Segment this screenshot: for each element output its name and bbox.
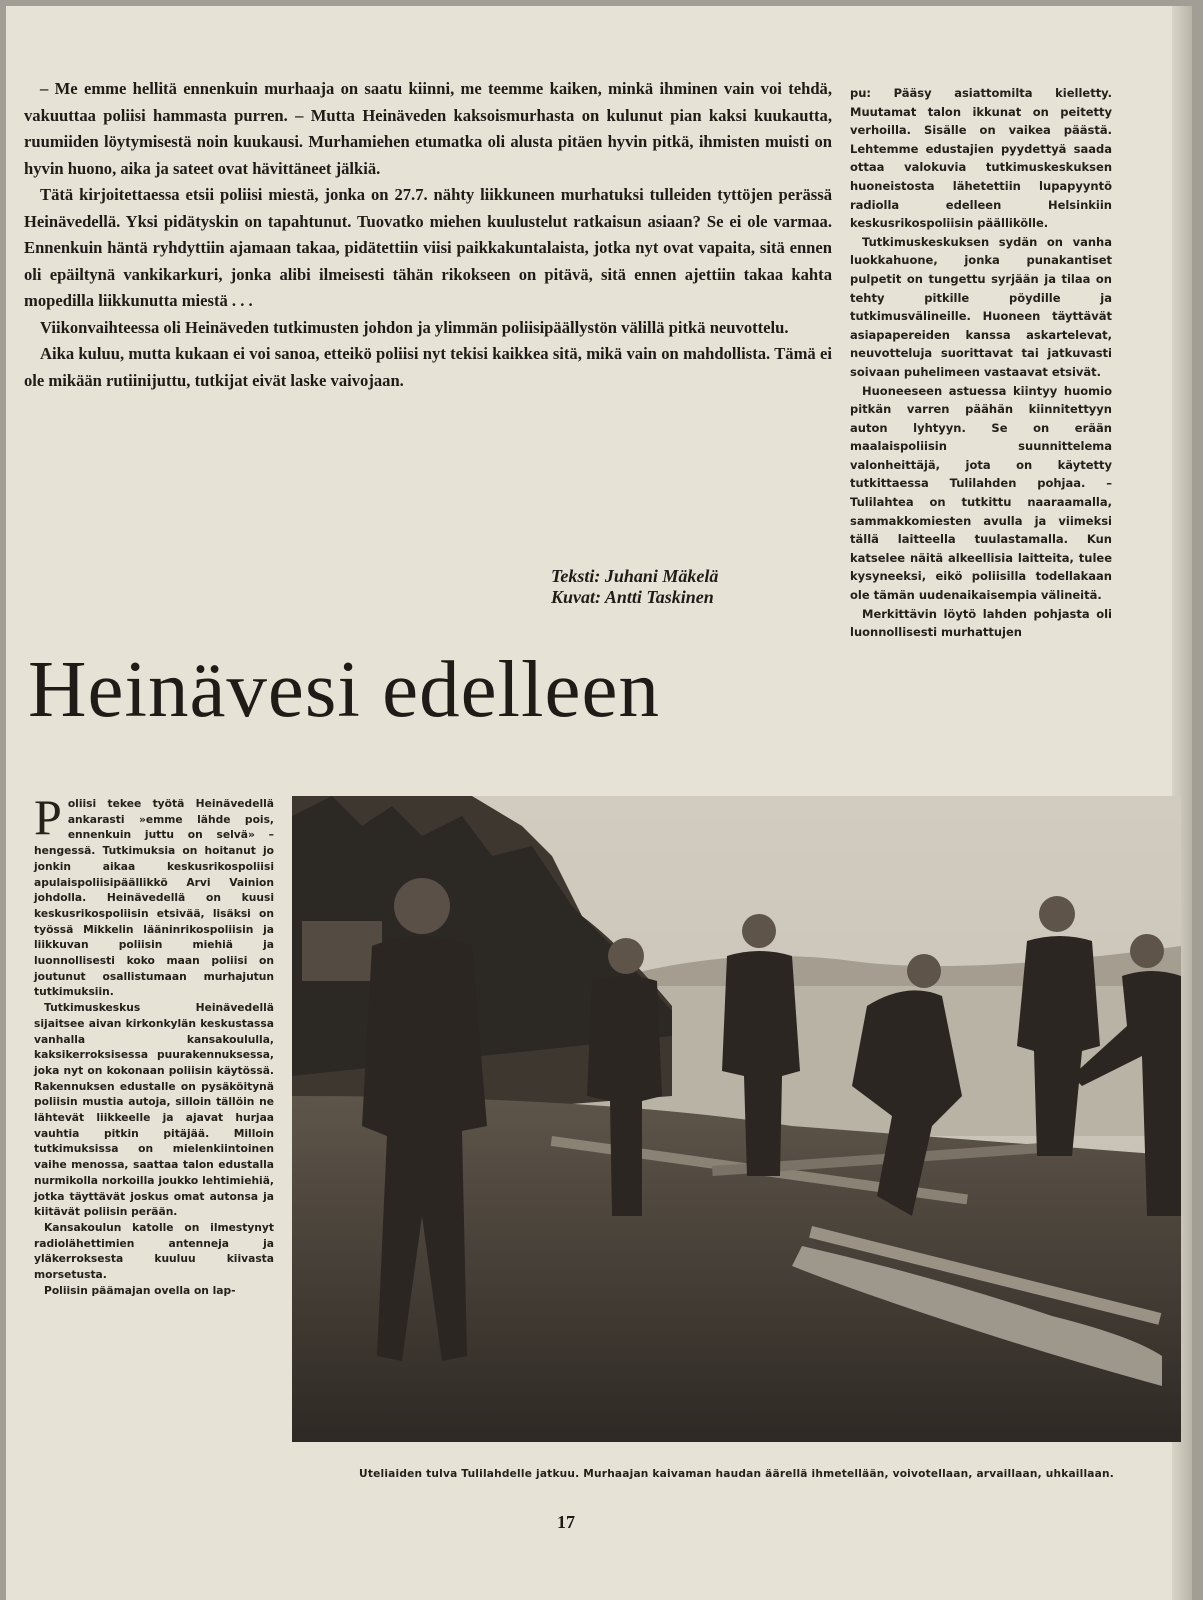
right-column: [850, 84, 1112, 642]
photo-caption: Uteliaiden tulva Tulilahdelle jatkuu. Murhaajan kaivaman haudan äärellä ihmetellään, voivotellaan, arvaillaan, uhkaillaan.: [359, 1468, 1114, 1480]
magazine-page: [6, 6, 1192, 1600]
article-paragraph: Aika kuluu, mutta kukaan ei voi sanoa, etteikö poliisi nyt tekisi kaikkea sitä, mikä vain on mahdollista. Tämä ei ole mikään rutiinijuttu, tutkijat eivät laske vaivojaan.: [24, 344, 832, 390]
article-paragraph: Tätä kirjoitettaessa etsii poliisi miestä, jonka on 27.7. nähty liikkuneen murhatuksi tulleiden tyttöjen perässä Heinävedellä. Yksi pidätyskin on tapahtunut. Tuovatko miehen kuulustelut ratkaisun asiaan? Se ei ole varmaa. Ennenkuin häntä ryhdyttiin ajamaan takaa, pidätettiin viisi paikkakuntalaista, jotka nyt ovat vapaita, sitä ennen oli epäiltynä vankikarkuri, jonka alibi ilmeisesti tähän rikokseen on pitävä, sitä ennen ajettiin takaa kahta mopedilla liikkunutta miestä . . .: [24, 185, 832, 310]
column-paragraph: Tutkimuskeskuksen sydän on vanha luokkahuone, jonka punakantiset pulpetit on tungettu syrjään ja tilaa on tehty pitkille pöydille ja tutkimusvälineille. Huoneen täyttävät asiapapereiden kanssa askartelevat, neuvotteluja suorittavat tai jatkuvasti soivaan puhelimeen vastaavat etsivät.: [850, 234, 1112, 379]
article-intro: [24, 76, 832, 394]
left-column: [34, 789, 274, 1299]
column-paragraph: Tutkimuskeskus Heinävedellä sijaitsee aivan kirkonkylän keskustassa vanhalla kansakoululla, kaksikerroksisessa puurakennuksessa, joka nyt on kokonaan poliisin käytössä. Rakennuksen edustalle on pysäköitynä poliisin mustia autoja, silloin tällöin ne lähtevät liikkeelle ja ajavat hurjaa vauhtia pitkin pitäjää. Milloin tutkimuksissa on mielenkiintoinen vaihe menossa, saattaa talon edustalla nurmikolla norkoilla joukko lehtimiehiä, jotka täyttävät joskus omat autonsa ja kiitävät poliisin perään.: [34, 1001, 274, 1219]
article-paragraph: Viikonvaihteessa oli Heinäveden tutkimusten johdon ja ylimmän poliisipäällystön välillä pitkä neuvottelu.: [40, 317, 789, 337]
lead-text: oliisi tekee työtä Heinävedellä ankarasti »emme lähde pois, ennenkuin juttu on selvä» – hengessä. Tutkimuksia on hoitanut jo jonkin aikaa keskusrikospoliisi apulaispoliisipäällikkö Arvi Vainion johdolla. Heinävedellä on kuusi keskusrikospoliisin etsivää, lisäksi on työssä Mikkelin lääninrikospoliisin ja liikkuvan poliisin miehiä ja luonnollisesti koko maan poliisi on joutunut osallistumaan murhajutun tutkimuksiin.: [34, 797, 274, 999]
byline: [551, 566, 811, 608]
column-paragraph: Kansakoulun katolle on ilmestynyt radiolähettimien antenneja ja yläkerroksesta kuuluu kiivasta morsetusta.: [34, 1220, 274, 1282]
lead-paragraph: [34, 789, 274, 1000]
column-paragraph: Huoneeseen astuessa kiintyy huomio pitkän varren päähän kiinnitettyyn auton lyhtyyn. Se on erään maalaispoliisin suunnittelema valonheittäjä, jota on käytetty tutkittaessa Tulilahden pohjaa. – Tulilahtea on tutkittu naaraamalla, sammakkomiesten avulla ja viimeksi tällä laitteella tuulastamalla. Kun katselee näitä alkeellisia laitteita, tulee kysyneeksi, eikö poliisilla todellakaan ole tämän uudenaikaisempia välineitä.: [850, 383, 1112, 603]
lakeside-photo: [292, 796, 1181, 1442]
byline-text-credit: Teksti: Juhani Mäkelä: [551, 566, 719, 586]
photo-illustration: [292, 796, 1181, 1442]
column-paragraph: Merkittävin löytö lahden pohjasta oli luonnollisesti murhattujen: [850, 606, 1112, 640]
headline: Heinävesi edelleen: [28, 644, 660, 734]
column-paragraph: pu: Pääsy asiattomilta kielletty. Muutamat talon ikkunat on peitetty verhoilla. Sisälle on vaikea päästä. Lehtemme edustajien pyydettyä saada ottaa valokuvia tutkimuskeskuksen huoneistosta lähetettiin lupapyyntö radiolla edelleen Helsinkiin keskusrikospoliisin päällikölle.: [850, 86, 1112, 231]
byline-photo-credit: Kuvat: Antti Taskinen: [551, 587, 714, 607]
article-paragraph: – Me emme hellitä ennenkuin murhaaja on saatu kiinni, me teemme kaiken, minkä ihminen vain voi tehdä, vakuuttaa poliisi hammasta purren. – Mutta Heinäveden kaksoismurhasta on kulunut pian kaksi kuukautta, ruumiiden löytymisestä noin kuukausi. Murhamiehen etumatka oli alusta pitäen hyvin pitkä, ihmisten muisti on hyvin huono, aika ja sateet ovat hävittäneet jälkiä.: [24, 79, 832, 178]
drop-cap: P: [34, 789, 62, 845]
column-paragraph: Poliisin päämajan ovella on lap-: [44, 1283, 236, 1297]
page-number: 17: [557, 1512, 575, 1532]
